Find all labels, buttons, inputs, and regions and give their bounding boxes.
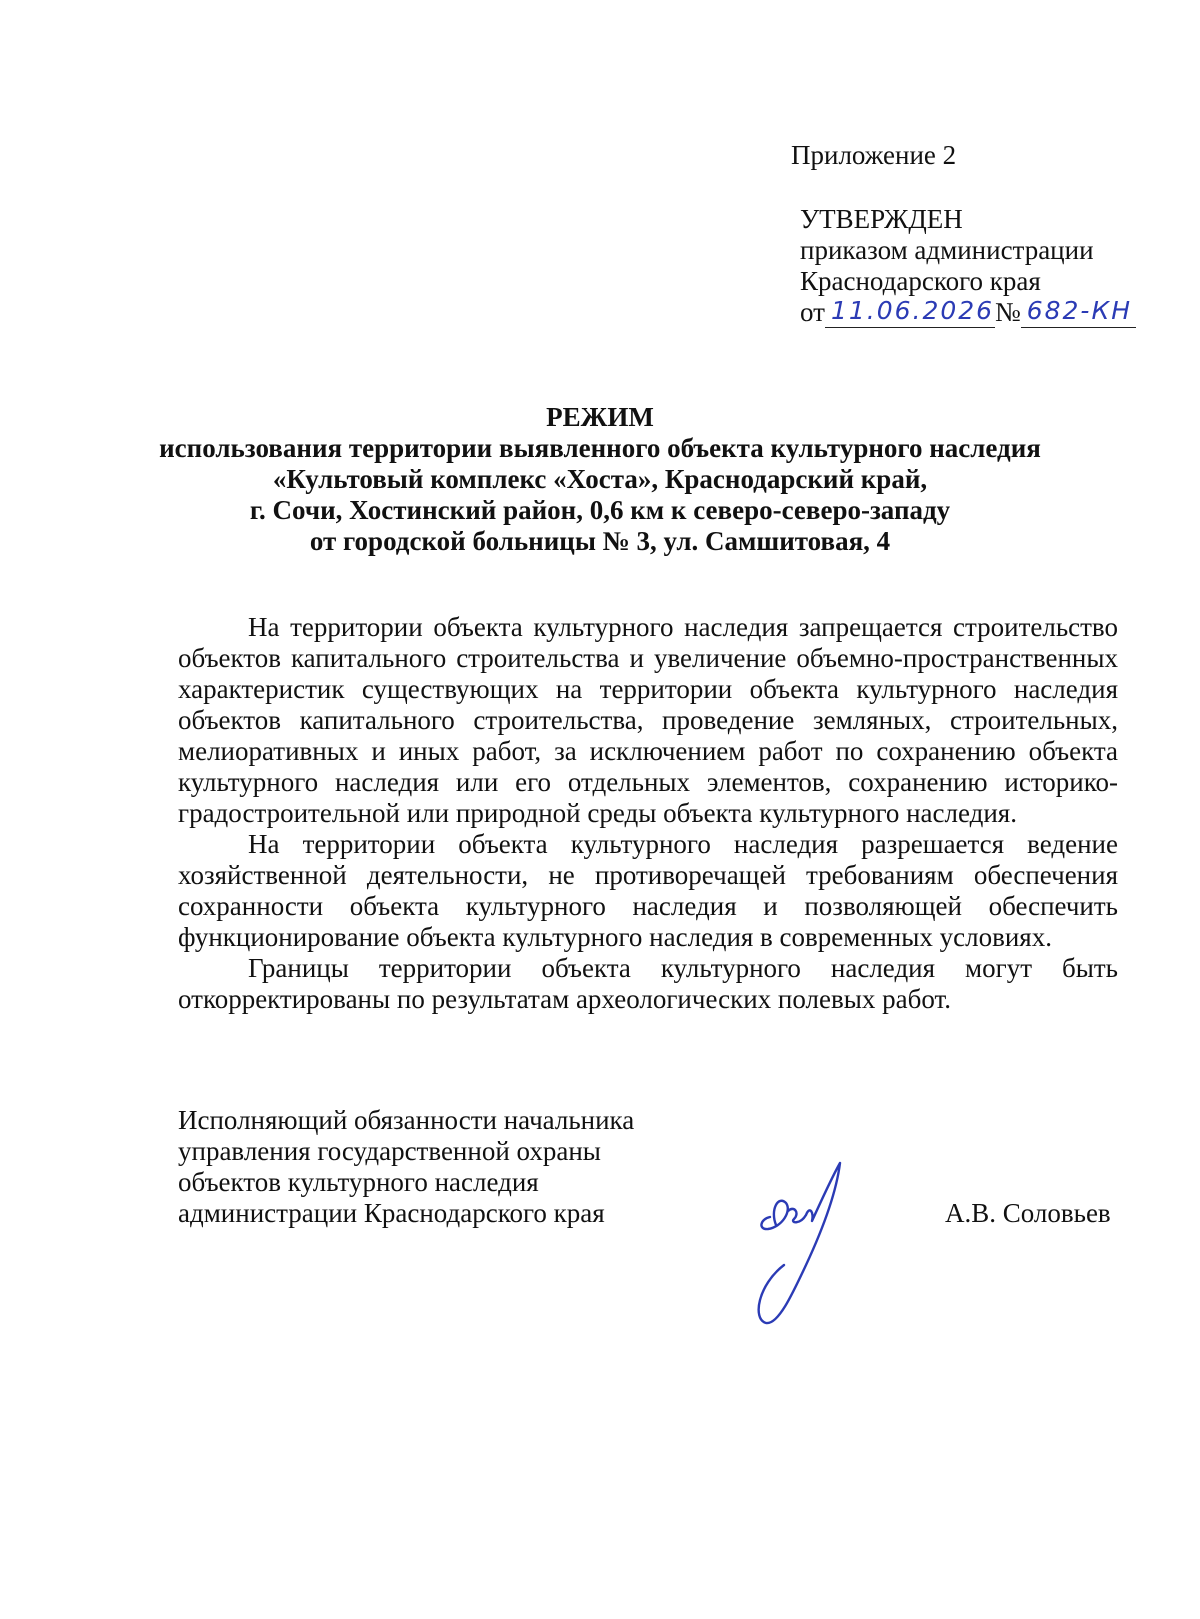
approved-region: Краснодарского края — [800, 266, 1041, 296]
order-date-number-line — [800, 297, 1136, 328]
handwritten-signature — [748, 1155, 898, 1330]
document-title — [0, 402, 1200, 557]
signatory-name: А.В. Соловьев — [945, 1198, 1111, 1228]
title-line-2: «Культовый комплекс «Хоста», Краснодарский край, — [272, 464, 928, 494]
appendix-label: Приложение 2 — [791, 140, 957, 170]
order-date-field — [825, 296, 995, 328]
approved-by-order: приказом администрации — [800, 235, 1094, 265]
approval-stamp — [800, 204, 1136, 328]
document-body — [178, 612, 1118, 1015]
title-line-3: г. Сочи, Хостинский район, 0,6 км к северо-северо-западу — [249, 495, 951, 525]
title-heading: РЕЖИМ — [546, 402, 654, 432]
body-paragraph: Границы территории объекта культурного наследия могут быть откорректированы по результатам археологических полевых работ. — [178, 953, 1118, 1014]
signatory-position-line: управления государственной охраны — [178, 1136, 601, 1166]
signatory-position-line: объектов культурного наследия — [178, 1167, 539, 1197]
title-line-1: использования территории выявленного объекта культурного наследия — [159, 433, 1041, 463]
approved-title: УТВЕРЖДЕН — [800, 204, 963, 234]
order-number-handwritten: 682-КН — [1026, 296, 1133, 325]
title-line-4: от городской больницы № 3, ул. Самшитовая, 4 — [309, 526, 891, 556]
order-date-handwritten: 11.06.2026 — [830, 296, 995, 325]
order-number-label: № — [994, 297, 1021, 327]
order-number-field — [1021, 296, 1136, 328]
signatory-position — [178, 1105, 634, 1229]
signatory-position-line: администрации Краснодарского края — [178, 1198, 605, 1228]
body-paragraph: На территории объекта культурного наследия разрешается ведение хозяйственной деятельности, не противоречащей требованиям обеспечения сохранности объекта культурного наследия и позволяющей обеспечить функционирование объекта культурного наследия в современных условиях. — [178, 829, 1118, 952]
signatory-position-line: Исполняющий обязанности начальника — [178, 1105, 635, 1135]
body-paragraph: На территории объекта культурного наследия запрещается строительство объектов капитального строительства и увеличение объемно-пространственных характеристик существующих на территории объекта культурного наследия объектов капитального строительства, проведение земляных, строительных, мелиоративных и иных работ, за исключением работ по сохранению объекта культурного наследия или его отдельных элементов, сохранению историко-градостроительной или природной среды объекта культурного наследия. — [178, 612, 1118, 828]
order-from-label: от — [800, 297, 825, 327]
